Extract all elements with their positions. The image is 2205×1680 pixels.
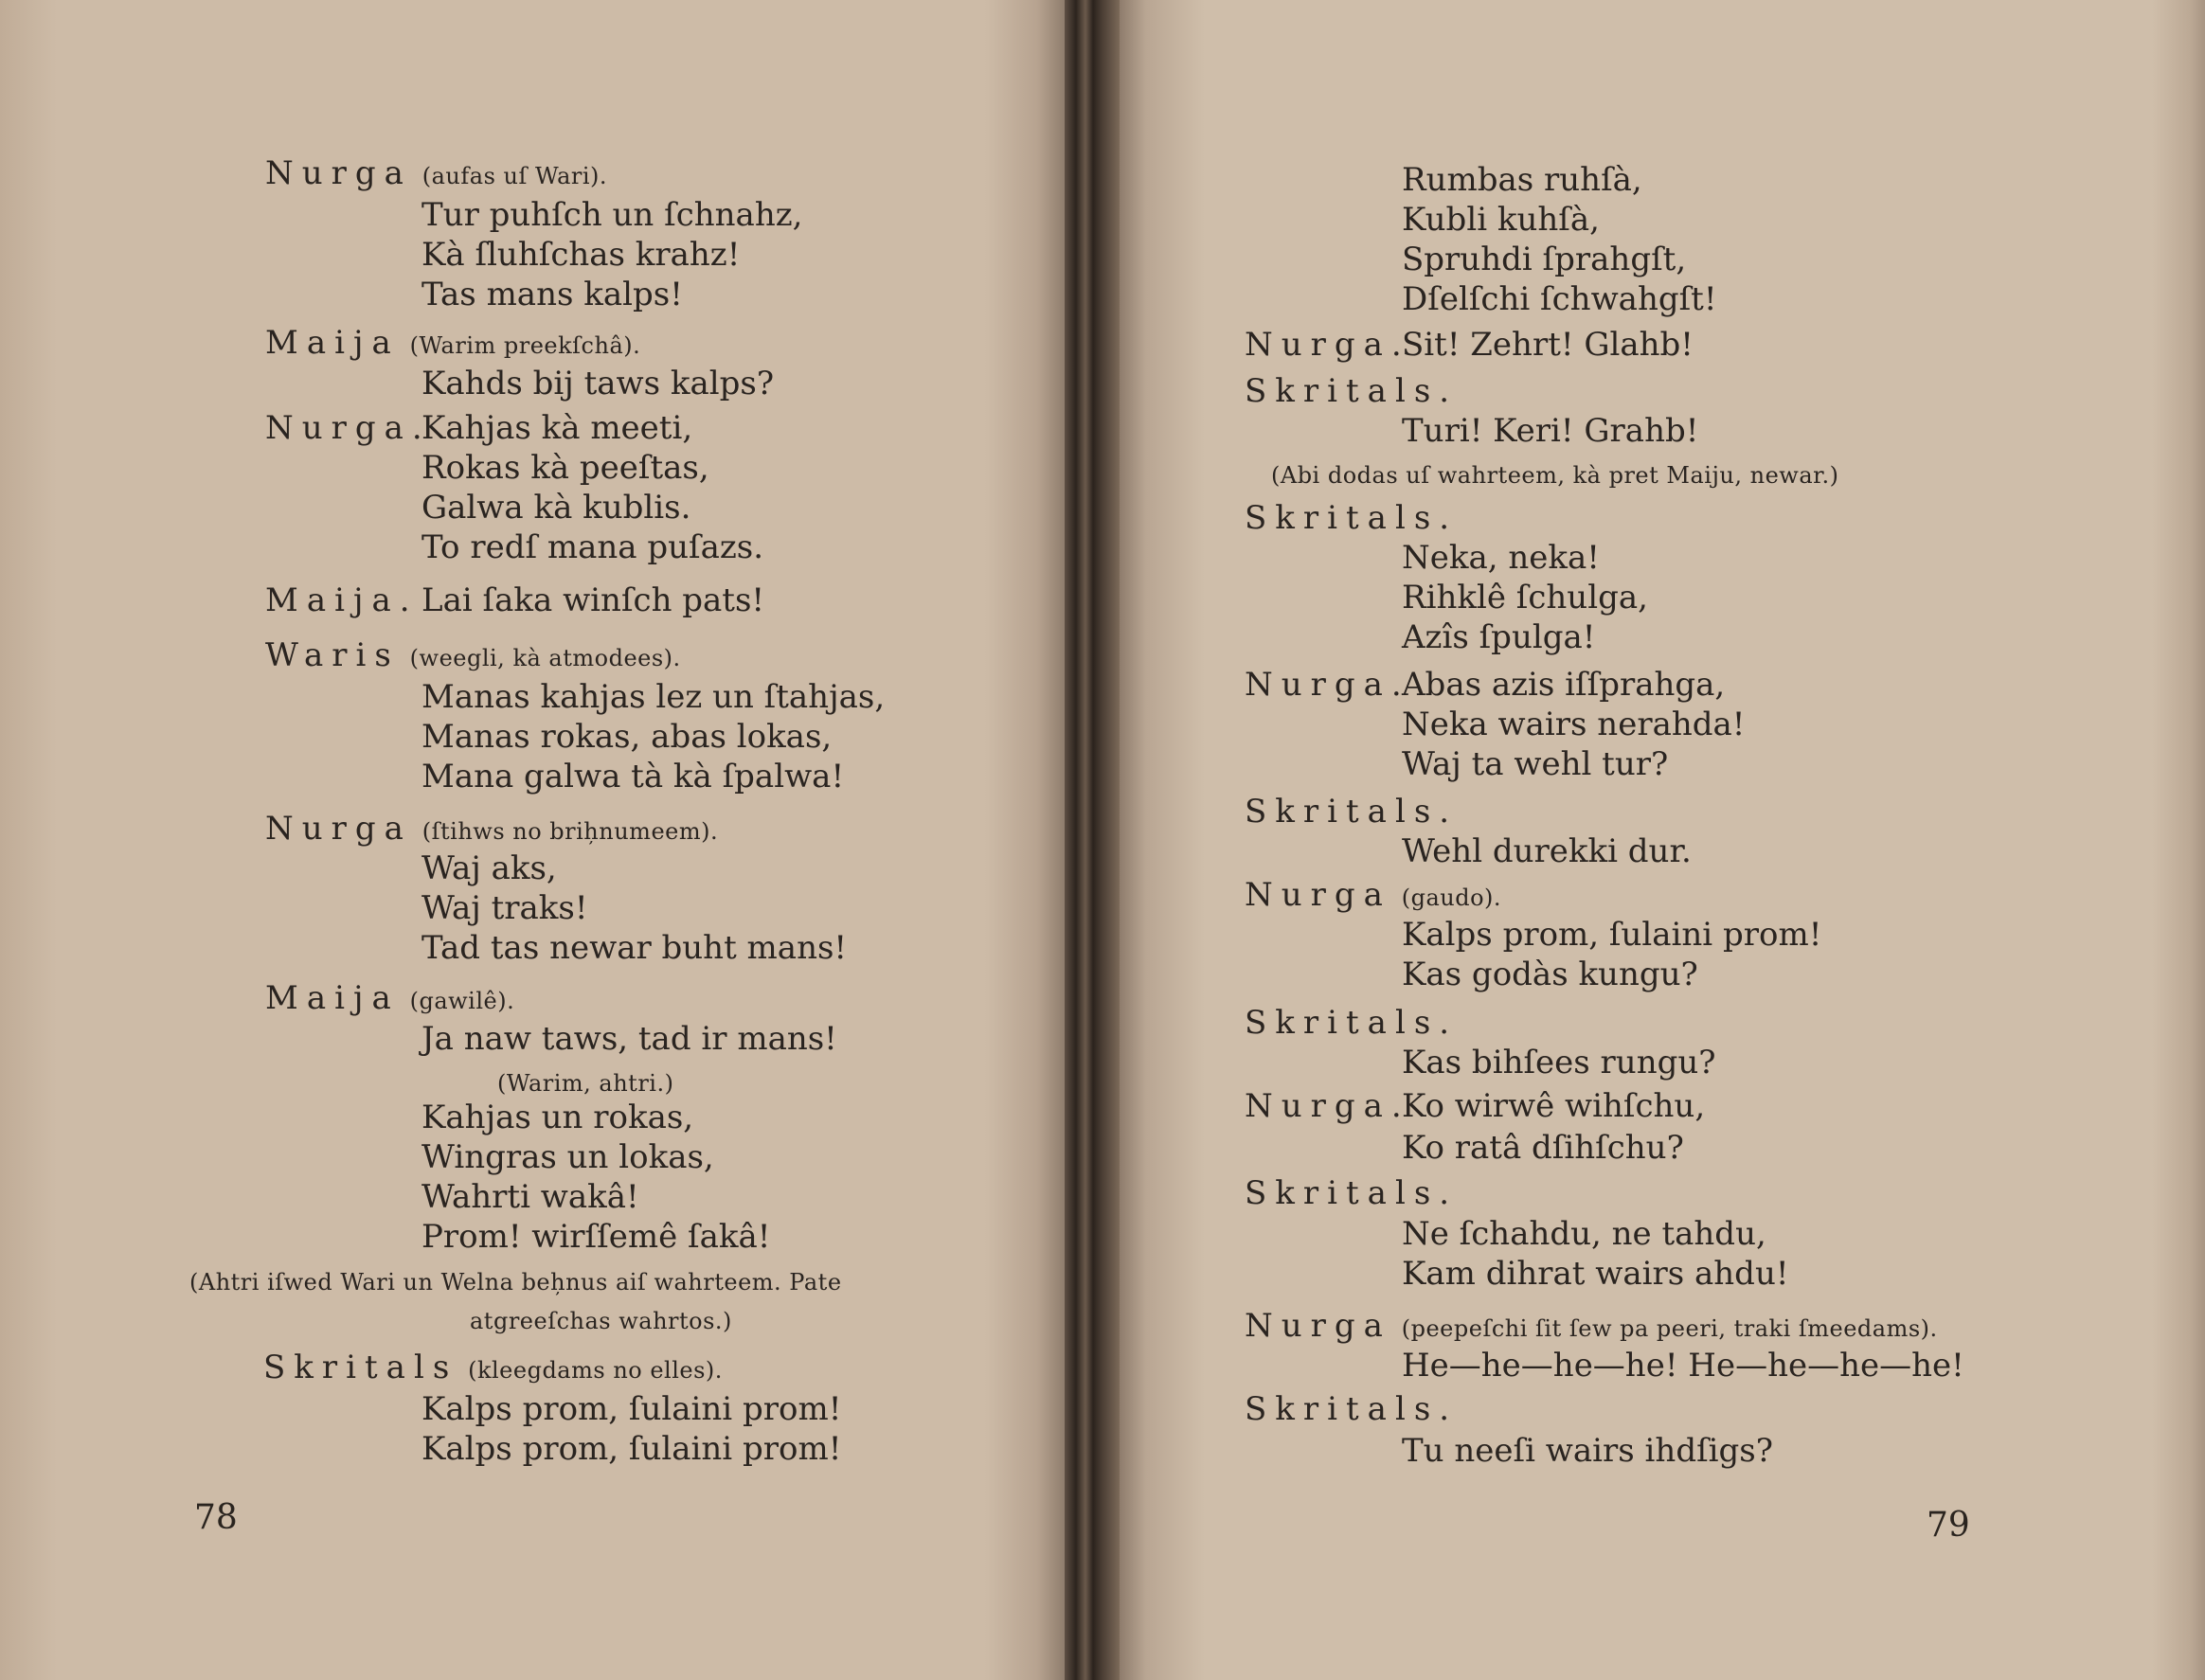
page-number: 79 bbox=[1927, 1506, 1970, 1545]
stage-direction: (kleegdams no elles). bbox=[468, 1357, 723, 1384]
speaker-line bbox=[265, 810, 718, 850]
verse-line: To redſ mana puſazs. bbox=[421, 528, 764, 566]
verse-line: Kalps prom, ſulaini prom! bbox=[421, 1430, 842, 1468]
verse-line: Waj traks! bbox=[421, 889, 588, 927]
speaker-name: Nurga bbox=[265, 154, 412, 192]
verse-line: Prom! wirſſemê ſakâ! bbox=[421, 1218, 771, 1256]
verse-line: Wingras un lokas, bbox=[421, 1138, 714, 1176]
stage-direction: (gawilê). bbox=[409, 988, 515, 1014]
verse-line: Rihklê ſchulga, bbox=[1402, 579, 1648, 617]
verse-line: Kas godàs kungu? bbox=[1402, 956, 1698, 993]
verse-line: Kalps prom, ſulaini prom! bbox=[421, 1390, 842, 1428]
speaker-name: Skritals. bbox=[1245, 499, 1459, 537]
verse-line: Neka, neka! bbox=[1402, 539, 1600, 577]
speaker-name: Nurga. bbox=[1245, 666, 1410, 704]
stage-direction: (peepeſchi ſit ſew pa peeri, traki ſmeedams). bbox=[1401, 1315, 1938, 1342]
speaker-line bbox=[265, 979, 514, 1020]
verse-line: Kahjas un rokas, bbox=[421, 1099, 694, 1136]
stage-direction: (Warim preekſchâ). bbox=[409, 332, 641, 359]
stage-direction: atgreeſchas wahrtos.) bbox=[470, 1308, 732, 1334]
verse-line: Rumbas ruhſà, bbox=[1402, 161, 1642, 199]
speaker-name: Maija bbox=[265, 979, 400, 1017]
speaker-line bbox=[265, 154, 607, 195]
book-gutter bbox=[1065, 0, 1120, 1680]
speaker-name: Nurga bbox=[1245, 876, 1391, 914]
speaker-line bbox=[1245, 876, 1501, 917]
right-page bbox=[1120, 0, 2205, 1680]
verse-line: Rokas kà peeſtas, bbox=[421, 449, 709, 487]
speaker-name: Waris bbox=[265, 636, 400, 674]
speaker-name: Maija. bbox=[265, 581, 419, 619]
speaker-line bbox=[265, 636, 681, 677]
speaker-line bbox=[265, 324, 640, 365]
verse-line: Kà ſluhſchas krahz! bbox=[421, 236, 741, 274]
verse-line: Sit! Zehrt! Glahb! bbox=[1402, 326, 1694, 364]
speaker-name: Nurga bbox=[265, 810, 412, 848]
verse-line: He—he—he—he! He—he—he—he! bbox=[1402, 1347, 1964, 1385]
stage-direction: (Ahtri iſwed Wari un Welna beh̦nus aiſ wahrteem. Pate bbox=[189, 1269, 842, 1296]
stage-direction: (aufas uſ Wari). bbox=[421, 163, 608, 189]
speaker-name: Nurga. bbox=[1245, 1087, 1410, 1125]
verse-line: Tur puhſch un ſchnahz, bbox=[421, 196, 803, 234]
speaker-line bbox=[263, 1349, 723, 1389]
verse-line: Azîs ſpulga! bbox=[1402, 618, 1596, 656]
verse-line: Kubli kuhſà, bbox=[1402, 201, 1600, 239]
speaker-name: Nurga. bbox=[1245, 326, 1410, 364]
verse-line: Ko wirwê wihſchu, bbox=[1402, 1087, 1706, 1125]
speaker-name: Nurga. bbox=[265, 409, 431, 447]
verse-line: Wehl durekki dur. bbox=[1402, 832, 1692, 870]
verse-line: Kahds bij taws kalps? bbox=[421, 365, 775, 402]
verse-line: Turi! Keri! Grahb! bbox=[1402, 412, 1699, 450]
verse-line: Galwa kà kublis. bbox=[421, 489, 691, 527]
speaker-name: Nurga bbox=[1245, 1307, 1391, 1345]
verse-line: Manas kahjas lez un ſtahjas, bbox=[421, 678, 886, 716]
verse-line: Wahrti wakâ! bbox=[421, 1178, 639, 1216]
verse-line: Tad tas newar buht mans! bbox=[421, 929, 848, 967]
verse-line: Abas azis iſſprahga, bbox=[1402, 666, 1726, 704]
stage-direction: (Abi dodas uſ wahrteem, kà pret Maiju, newar.) bbox=[1271, 462, 1839, 489]
speaker-name: Skritals. bbox=[1245, 793, 1459, 831]
left-page bbox=[0, 0, 1065, 1680]
verse-line: Kas bihſees rungu? bbox=[1402, 1044, 1716, 1081]
verse-line: Dſelſchi ſchwahgſt! bbox=[1402, 280, 1717, 318]
verse-line: Waj ta wehl tur? bbox=[1402, 745, 1669, 783]
verse-line: Waj aks, bbox=[421, 849, 557, 887]
verse-line: Kalps prom, ſulaini prom! bbox=[1402, 916, 1822, 954]
stage-direction: (gaudo). bbox=[1401, 885, 1502, 911]
verse-line: Manas rokas, abas lokas, bbox=[421, 718, 833, 756]
speaker-name: Skritals. bbox=[1245, 1004, 1459, 1042]
verse-line: Tu neeſi wairs ihdſigs? bbox=[1402, 1432, 1773, 1470]
page-number: 78 bbox=[194, 1498, 238, 1537]
speaker-name: Skritals. bbox=[1245, 372, 1459, 410]
speaker-name: Skritals. bbox=[1245, 1174, 1459, 1212]
verse-line: Spruhdi ſprahgſt, bbox=[1402, 241, 1687, 278]
verse-line: Ne ſchahdu, ne tahdu, bbox=[1402, 1215, 1766, 1253]
stage-direction: (ſtihws no brih̦numeem). bbox=[421, 818, 719, 845]
verse-line: Tas mans kalps! bbox=[421, 276, 683, 313]
speaker-name: Maija bbox=[265, 324, 400, 362]
speaker-name: Skritals bbox=[263, 1349, 458, 1386]
verse-line: Lai ſaka winſch pats! bbox=[421, 581, 765, 619]
stage-direction: (Warim, ahtri.) bbox=[497, 1070, 674, 1097]
stage-direction: (weegli, kà atmodees). bbox=[409, 645, 681, 671]
verse-line: Kahjas kà meeti, bbox=[421, 409, 693, 447]
speaker-name: Skritals. bbox=[1245, 1390, 1459, 1428]
verse-line: Kam dihrat wairs ahdu! bbox=[1402, 1255, 1789, 1293]
speaker-line bbox=[1245, 1307, 1938, 1348]
verse-line: Mana galwa tà kà ſpalwa! bbox=[421, 758, 845, 795]
verse-line: Ja naw taws, tad ir mans! bbox=[421, 1020, 837, 1058]
verse-line: Ko ratâ dſihſchu? bbox=[1402, 1129, 1684, 1167]
verse-line: Neka wairs nerahda! bbox=[1402, 706, 1746, 743]
